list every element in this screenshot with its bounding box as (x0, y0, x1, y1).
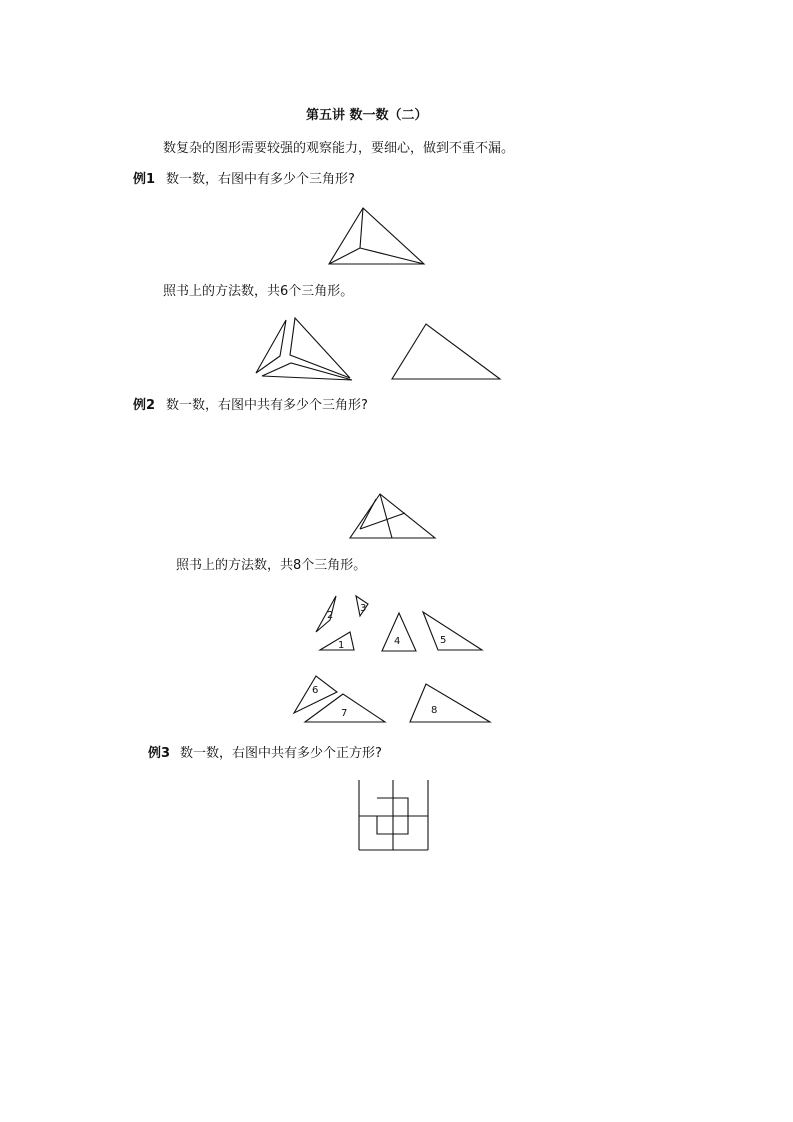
example-2-question: 数一数，右图中共有多少个三角形? (166, 398, 368, 413)
example-1-question: 数一数，右图中有多少个三角形? (166, 172, 355, 187)
piece-label-6: 6 (312, 685, 319, 696)
example-3-question: 数一数，右图中共有多少个正方形? (180, 746, 382, 761)
example-3-label: 例3 (148, 746, 171, 761)
example-1-figure (329, 208, 424, 264)
example-2-answer: 照书上的方法数，共8个三角形。 (176, 558, 367, 573)
piece-label-8: 8 (431, 705, 438, 716)
example-1-answer: 照书上的方法数，共6个三角形。 (163, 284, 354, 299)
piece-label-3: 3 (360, 603, 367, 614)
piece-label-2: 2 (327, 610, 334, 621)
example-2-label: 例2 (133, 398, 156, 413)
example-2-figure (350, 494, 435, 538)
piece-label-5: 5 (440, 635, 447, 646)
piece-label-7: 7 (341, 708, 348, 719)
example-1-label: 例1 (133, 172, 156, 187)
piece-label-1: 1 (338, 640, 345, 651)
intro-text: 数复杂的图形需要较强的观察能力，要细心，做到不重不漏。 (163, 141, 515, 156)
piece-label-4: 4 (394, 636, 401, 647)
example-3-figure (359, 780, 428, 850)
page-title: 第五讲 数一数（二） (306, 108, 428, 123)
example-2-pieces (294, 596, 490, 722)
example-1-exploded-figure (256, 318, 500, 380)
